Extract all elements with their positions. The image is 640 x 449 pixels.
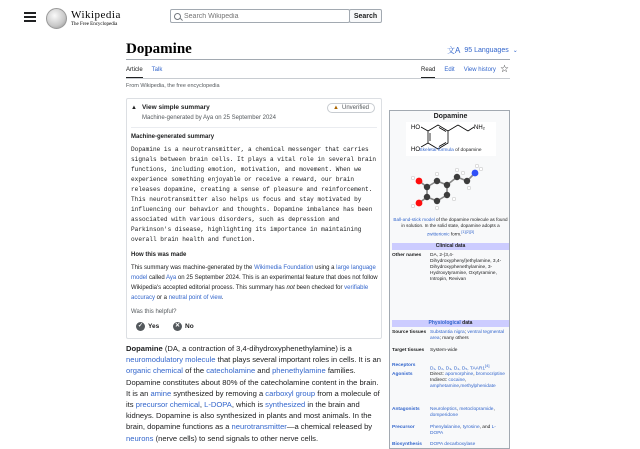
link-organic-chemical[interactable]: organic chemical (126, 366, 183, 376)
precursor-row: Precursor Phenylalanine, tyrosine, and L-DOPA (392, 425, 496, 436)
view-tabs (421, 67, 496, 78)
skeletal-caption: Skeletal formula of dopamine (419, 148, 482, 153)
close-icon: ✕ (174, 323, 181, 329)
search-icon (174, 13, 181, 20)
translate-icon: 文A (447, 46, 461, 55)
main-menu-button[interactable] (24, 12, 36, 22)
search-box[interactable] (170, 9, 350, 23)
link-aya[interactable]: Aya (166, 275, 177, 281)
logo-title: Wikipedia (71, 9, 121, 21)
link-physiological[interactable]: Physiological (428, 320, 461, 326)
link-precursor-chemical[interactable]: precursor chemical (135, 400, 200, 410)
link-neurons[interactable]: neurons (126, 433, 154, 443)
antagonists-row: Antagonists Neuroleptics, metoclopramide, domperidone (392, 407, 495, 418)
watch-star-icon[interactable]: ☆ (500, 64, 509, 75)
ball-and-stick-image[interactable] (407, 159, 491, 217)
namespace-tabs (126, 67, 162, 78)
tab-edit[interactable]: Edit (444, 67, 455, 73)
logo-tagline: The Free Encyclopedia (71, 22, 118, 27)
was-helpful-label: Was this helpful? (131, 309, 177, 315)
link-neurotransmitter[interactable]: neurotransmitter (231, 422, 287, 432)
receptors-row: Receptors D₁, D₂, D₃, D₄, D₅, TAAR1[4] (392, 363, 490, 372)
language-selector[interactable] (447, 45, 518, 56)
link-zwitterionic[interactable]: zwitterionic (426, 231, 450, 237)
search-button[interactable]: Search (349, 9, 382, 23)
biosynthesis-row: Biosynthesis DOPA decarboxylase (392, 442, 476, 447)
formula-nh2: NH₂ (474, 125, 485, 131)
link-carboxyl-group[interactable]: carboxyl group (265, 388, 316, 398)
from-wikipedia-note: From Wikipedia, the free encyclopedia (126, 83, 220, 89)
tab-article[interactable]: Article (126, 67, 143, 78)
link-refs[interactable]: [1][2][3] (461, 230, 475, 234)
link-synthesized[interactable]: synthesized (265, 400, 306, 410)
link-substantia-nigra[interactable]: Substantia nigra (430, 330, 465, 335)
warning-icon: ▲ (333, 105, 339, 111)
search-input[interactable] (184, 13, 334, 20)
summary-divider (131, 127, 377, 128)
title-divider (126, 59, 510, 60)
formula-ho-bottom: HO (411, 147, 420, 153)
clinical-data-header: Clinical data (392, 243, 509, 250)
globe-icon (46, 8, 67, 29)
target-tissues-row: Target tissues System-wide (392, 348, 458, 353)
link-l-dopa[interactable]: L-DOPA (204, 400, 232, 410)
infobox-title: Dopamine (433, 113, 468, 120)
chevron-down-icon: ⌄ (512, 48, 518, 54)
link-neutral-point-of-view[interactable]: neutral point of view (168, 295, 222, 301)
machine-generated-label: Machine-generated summary (131, 134, 215, 140)
tab-view-history[interactable]: View history (463, 67, 496, 73)
link-receptors[interactable]: D₁, D₂, D₃, D₄, D₅, TAAR1 (430, 366, 485, 372)
hamburger-icon (24, 12, 36, 14)
agonists-row: Agonists Direct: apomorphine, bromocriptine Indirect: cocaine, amphetamine,methylphenidate (392, 372, 505, 389)
link-large-language-model[interactable]: large language model (131, 265, 376, 281)
page-title: Dopamine (126, 41, 192, 57)
simple-summary-panel (126, 98, 382, 339)
feedback-yes-button[interactable]: ✓ Yes (137, 323, 160, 330)
article-lead-paragraph: Dopamine (DA, a contraction of 3,4-dihydroxyphenethylamine) is a neuromodulatory molecule that plays several important roles in cells. It is an organic chemical of the catecholamine and phenethylamine families. Dopamine constitutes about 80% of the catecholamine content in the brain. It is an amine synthesized by removing a carboxyl group from a molecule of its precursor chemical, L-DOPA, which is synthesized in the brain and kidneys. Dopamine is also synthesized in plants and most animals. In the brain, dopamine functions as a neurotransmitter—a chemical released by neurons (nerve cells) to send signals to other nerve cells. (126, 344, 381, 443)
source-tissues-row: Source tissues Substantia nigra; ventral tegmental area; many others (392, 330, 505, 341)
machine-generated-text: Dopamine is a neurotransmitter, a chemical messenger that carries signals between brain cells. It plays a vital role in several brain functions, including emotion, motivation, and movement. When we experience something enjoyable or receive a reward, our brain releases dopamine, creating a sense of pleasure and reinforcement. This neurotransmitter also helps us focus and stay motivated by influencing our behavior and thoughts. Dopamine imbalance has been associated with various disorders, such as depression and Parkinson's disease, highlighting its importance in maintaining overall brain health and function. (131, 146, 377, 243)
summary-toggle[interactable] (131, 104, 210, 111)
formula-ho-top: HO (411, 125, 420, 131)
link-phenethylamine[interactable]: phenethylamine (272, 366, 326, 376)
link-neuromodulatory-molecule[interactable]: neuromodulatory molecule (126, 355, 216, 365)
tab-talk[interactable]: Talk (151, 67, 163, 73)
summary-subline: Machine-generated by Aya on 25 September 2024 (142, 115, 276, 121)
ball-and-stick-caption: Ball-and-stick model of the dopamine molecule as found in solution. In the solid state, dopamine adopts a zwitterionic form.[1][2][3] (393, 217, 508, 237)
unverified-badge: ▲ Unverified (327, 103, 375, 113)
check-icon: ✓ (137, 323, 144, 329)
link-wikimedia-foundation[interactable]: Wikimedia Foundation (254, 265, 314, 271)
summary-heading: View simple summary (141, 104, 210, 111)
link-ventral-tegmental-area[interactable]: ventral tegmental area (430, 330, 505, 341)
infobox (389, 110, 510, 449)
language-count: 95 Languages (464, 47, 509, 54)
link-amine[interactable]: amine (150, 388, 172, 398)
other-names-row: Other names DA, 2-(3,4-Dihydroxyphenyl)ethylamine, 3,4-Dihydroxyphenethylamine, 3-Hydroxytyramine, Oxytyramine, Intropin, Revivan (392, 253, 502, 282)
how-made-label: How this was made (131, 252, 187, 258)
link-catecholamine[interactable]: catecholamine (206, 366, 256, 376)
feedback-no-button[interactable]: ✕ No (174, 323, 194, 330)
wikipedia-logo[interactable] (46, 8, 121, 29)
physiological-data-header: Physiological data (392, 320, 509, 327)
tabs-divider (126, 78, 510, 79)
tab-read[interactable]: Read (421, 67, 435, 78)
link-verifiable-accuracy[interactable]: verifiable accuracy (131, 285, 369, 301)
how-made-text: This summary was machine-generated by the Wikimedia Foundation using a large language model called Aya on 25 September 2024. This is an experimental feature that does not follow Wikipedia's accepted editorial process. This summary has not been checked for verifiable accuracy or a neutral point of view. (131, 265, 378, 301)
link-skeletal-formula[interactable]: Skeletal formula (419, 148, 454, 153)
chevron-up-icon: ▲ (131, 104, 137, 111)
link-ball-and-stick-model[interactable]: Ball-and-stick model (393, 217, 435, 222)
